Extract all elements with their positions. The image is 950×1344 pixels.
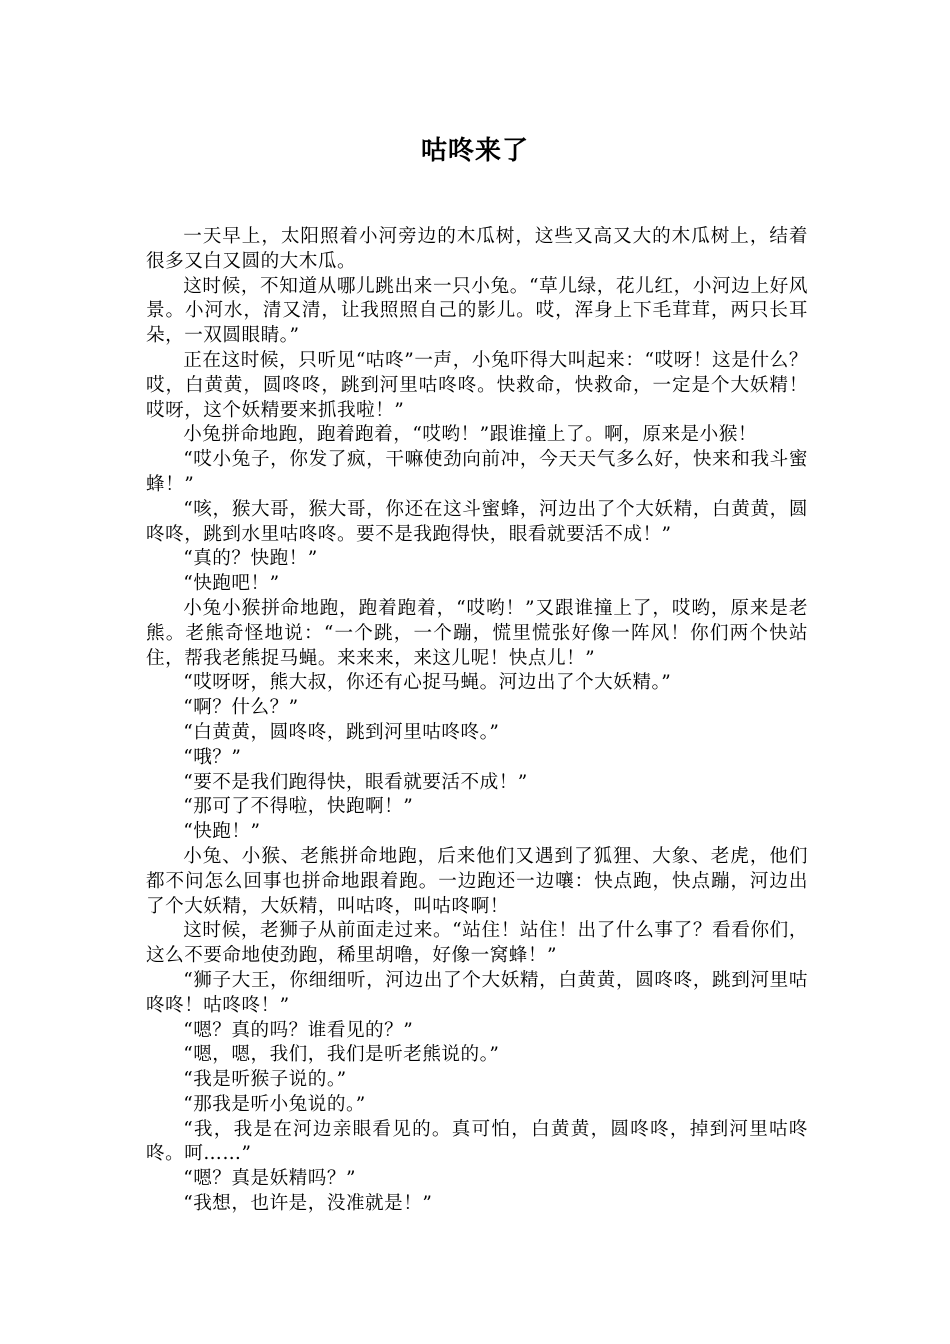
paragraph: 正在这时候，只听见“咕咚”一声，小兔吓得大叫起来：“哎呀！这是什么？哎，白黄黄，圆咚咚，跳到河里咕咚咚。快救命，快救命，一定是个大妖精！哎呀，这个妖精要来抓我啦！” [146, 349, 808, 421]
paragraph: 小兔、小猴、老熊拼命地跑，后来他们又遇到了狐狸、大象、老虎，他们都不问怎么回事也拼命地跟着跑。一边跑还一边嚷：快点跑，快点蹦，河边出了个大妖精，大妖精，叫咕咚，叫咕咚啊！ [146, 845, 808, 917]
paragraph: “真的？快跑！” [183, 548, 318, 570]
paragraph: “咳，猴大哥，猴大哥，你还在这斗蜜蜂，河边出了个大妖精，白黄黄，圆咚咚，跳到水里咕咚咚。要不是我跑得快，眼看就要活不成！” [146, 498, 808, 545]
paragraph: “我是听猴子说的。” [183, 1069, 347, 1091]
story-body [146, 225, 808, 1217]
paragraph: 这时候，不知道从哪儿跳出来一只小兔。“草儿绿，花儿红，小河边上好风景。小河水，清又清，让我照照自己的影儿。哎，浑身上下毛茸茸，两只长耳朵，一双圆眼睛。” [146, 275, 808, 347]
paragraph: “嗯？真的吗？谁看见的？” [183, 1019, 414, 1041]
paragraph: 小兔小猴拼命地跑，跑着跑着，“哎哟！”又跟谁撞上了，哎哟，原来是老熊。老熊奇怪地说：“一个跳，一个蹦，慌里慌张好像一阵风！你们两个快站住，帮我老熊捉马蝇。来来来，来这儿呢！快点儿！” [146, 597, 808, 669]
paragraph: “快跑！” [183, 821, 261, 843]
paragraph: “要不是我们跑得快，眼看就要活不成！” [183, 771, 528, 793]
paragraph: “啊？什么？” [183, 697, 299, 719]
paragraph: “那可了不得啦，快跑啊！” [183, 796, 414, 818]
paragraph: “哦？” [183, 746, 242, 768]
paragraph: “哎呀呀，熊大叔，你还有心捉马蝇。河边出了个大妖精。” [183, 672, 672, 694]
paragraph: “白黄黄，圆咚咚，跳到河里咕咚咚。” [183, 721, 500, 743]
paragraph: “狮子大王，你细细听，河边出了个大妖精，白黄黄，圆咚咚，跳到河里咕咚咚！咕咚咚！” [146, 969, 808, 1016]
paragraph: 一天早上，太阳照着小河旁边的木瓜树，这些又高又大的木瓜树上，结着很多又白又圆的大木瓜。 [146, 226, 808, 272]
paragraph: “我，我是在河边亲眼看见的。真可怕，白黄黄，圆咚咚，掉到河里咕咚咚。呵……” [146, 1118, 808, 1165]
paragraph: “嗯，嗯，我们，我们是听老熊说的。” [183, 1044, 500, 1066]
document-title: 咕咚来了 [420, 136, 529, 166]
paragraph: “快跑吧！” [183, 573, 280, 595]
paragraph: “那我是听小兔说的。” [183, 1093, 366, 1115]
paragraph: 小兔拼命地跑，跑着跑着，“哎哟！”跟谁撞上了。啊，原来是小猴！ [183, 424, 757, 446]
paragraph: “嗯？真是妖精吗？” [183, 1168, 356, 1190]
paragraph: 这时候，老狮子从前面走过来。“站住！站住！出了什么事了？看看你们，这么不要命地使劲跑，稀里胡噜，好像一窝蜂！” [146, 920, 808, 967]
paragraph: “哎小兔子，你发了疯，干嘛使劲向前冲，今天天气多么好，快来和我斗蜜蜂！” [146, 449, 808, 495]
paragraph: “我想，也许是，没准就是！” [183, 1193, 433, 1215]
